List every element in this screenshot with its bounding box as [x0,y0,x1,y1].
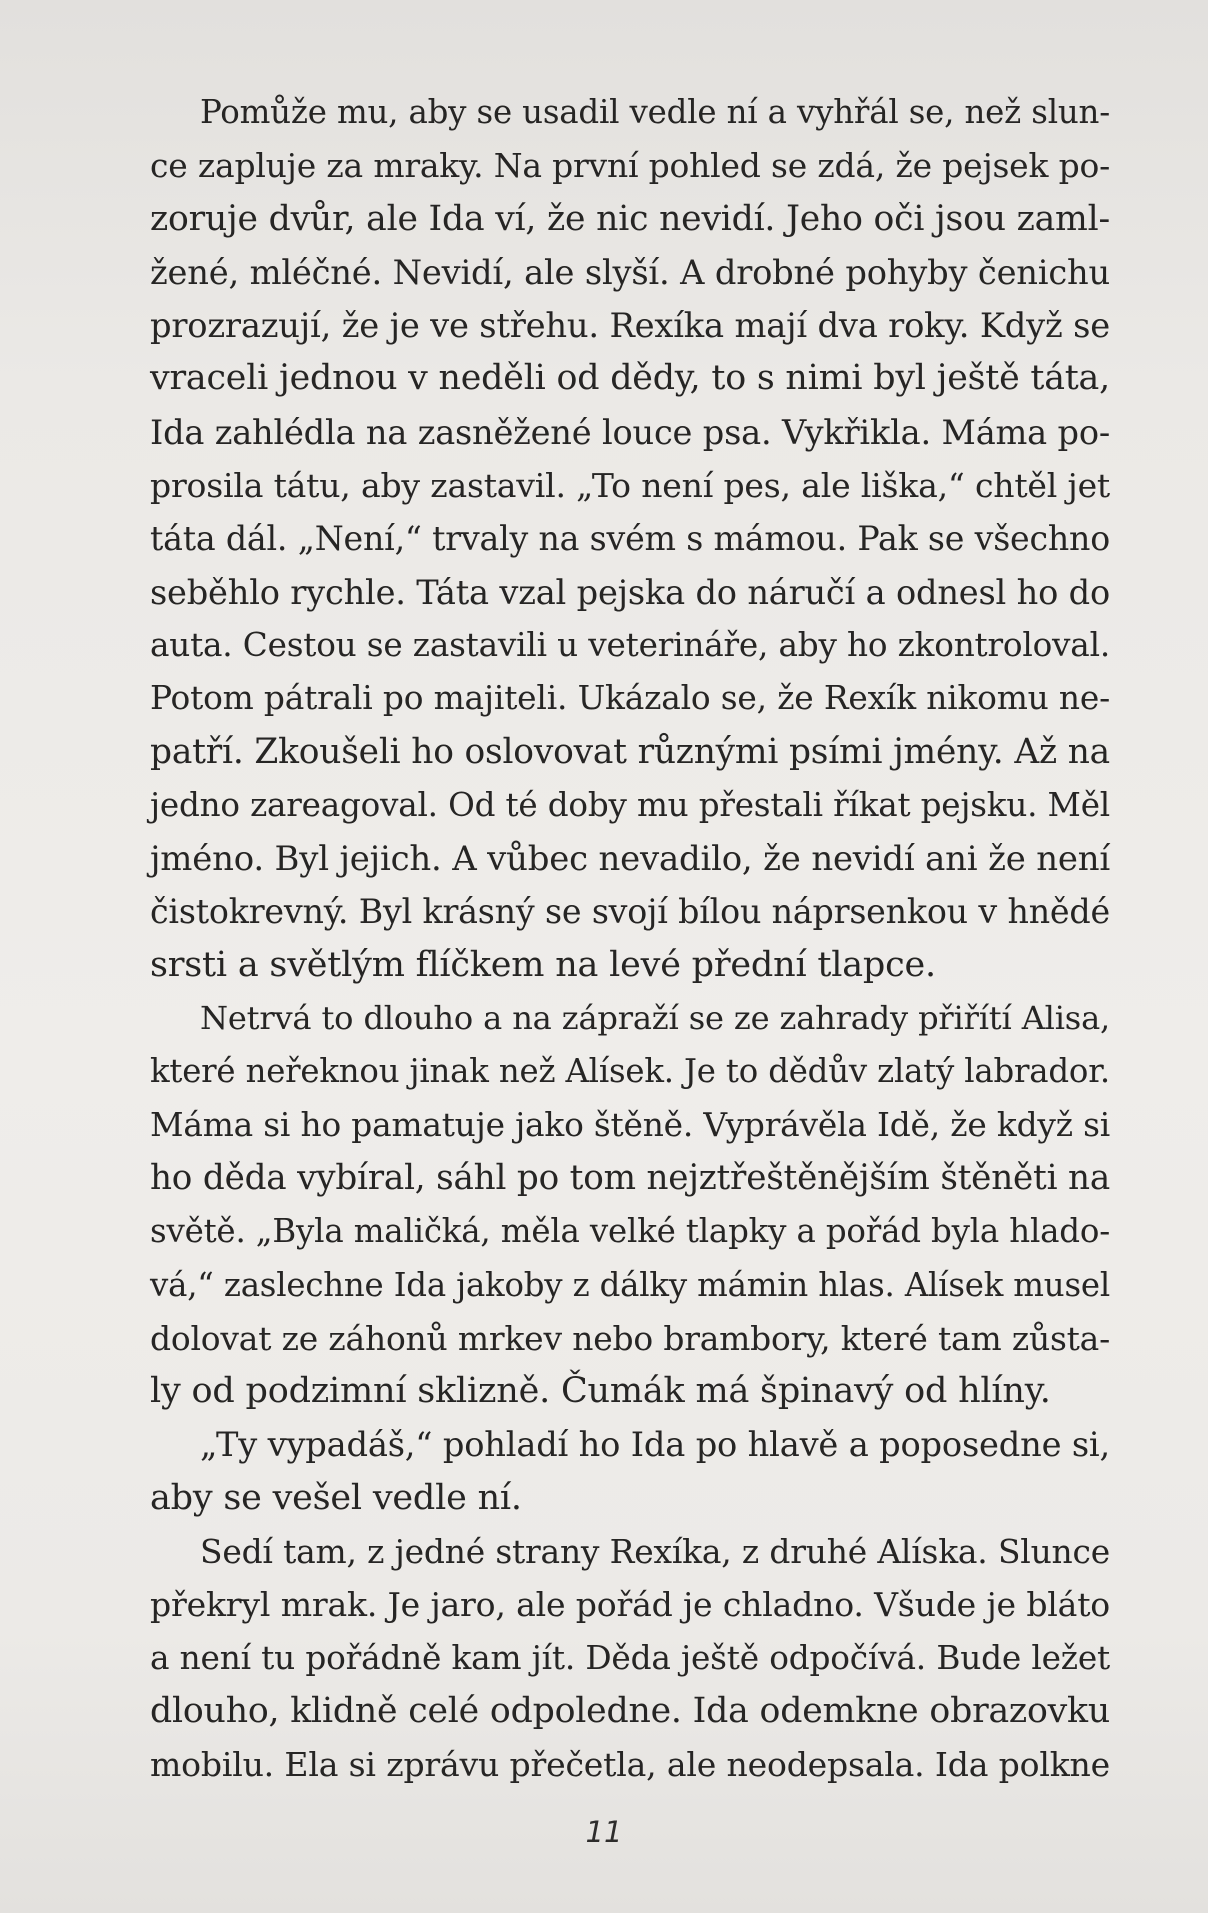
text-line: žené, mléčné. Nevidí, ale slyší. A drobné pohyby čenichu [150,252,1110,292]
text-line: které neřeknou jinak než Alísek. Je to dědův zlatý labrador. [150,1052,1110,1091]
body-text [150,86,1110,1792]
text-line: mobilu. Ela si zprávu přečetla, ale neodepsala. Ida polkne [150,1745,1110,1785]
text-line: auta. Cestou se zastavili u veterináře, aby ho zkontroloval. [150,625,1110,664]
text-line: vá,“ zaslechne Ida jakoby z dálky mámin hlas. Alísek musel [150,1265,1110,1304]
page-number: 11 [585,1815,623,1849]
text-line: Ida zahlédla na zasněžené louce psa. Vykřikla. Máma po- [150,412,1110,452]
text-line: světě. „Byla maličká, měla velké tlapky a pořád byla hlado- [150,1212,1110,1251]
text-line: Potom pátrali po majiteli. Ukázalo se, že Rexík nikomu ne- [150,679,1110,718]
text-line: seběhlo rychle. Táta vzal pejska do náručí a odnesl ho do [150,572,1110,612]
text-line: prozrazují, že je ve střehu. Rexíka mají dva roky. Když se [150,306,1110,346]
text-line: čistokrevný. Byl krásný se svojí bílou náprsenkou v hnědé [150,892,1110,932]
text-line: Sedí tam, z jedné strany Rexíka, z druhé Alíska. Slunce [200,1532,1110,1572]
text-line: Netrvá to dlouho a na zápraží se ze zahrady přiřítí Alisa, [200,999,1110,1038]
text-line: táta dál. „Není,“ trvaly na svém s mámou. Pak se všechno [150,519,1110,559]
text-line: zoruje dvůr, ale Ida ví, že nic nevidí. Jeho oči jsou zaml- [150,198,1110,239]
text-line: patří. Zkoušeli ho oslovovat různými psími jmény. Až na [150,731,1110,772]
text-line: jméno. Byl jejich. A vůbec nevadilo, že nevidí ani že není [150,839,1110,879]
text-line: dlouho, klidně celé odpoledne. Ida odemkne obrazovku [150,1690,1110,1731]
text-line: Pomůže mu, aby se usadil vedle ní a vyhřál se, než slun- [200,93,1110,131]
text-line: prosila tátu, aby zastavil. „To není pes, ale liška,“ chtěl jet [150,466,1110,506]
text-line: Máma si ho pamatuje jako štěně. Vyprávěla Idě, že když si [150,1105,1110,1144]
text-line: ho děda vybíral, sáhl po tom nejztřeštěnějším štěněti na [150,1157,1110,1198]
text-line: „Ty vypadáš,“ pohladí ho Ida po hlavě a poposedne si, [200,1425,1110,1465]
text-line: srsti a světlým flíčkem na levé přední tlapce. [150,944,936,985]
text-line: aby se vešel vedle ní. [150,1477,522,1518]
text-line: dolovat ze záhonů mrkev nebo brambory, které tam zůsta- [150,1318,1110,1358]
text-line: ce zapluje za mraky. Na první pohled se zdá, že pejsek po- [150,146,1110,186]
text-line: a není tu pořádně kam jít. Děda ještě odpočívá. Bude ležet [150,1638,1110,1677]
text-line: ly od podzimní sklizně. Čumák má špinavý od hlíny. [150,1371,1051,1412]
text-line: vraceli jednou v neděli od dědy, to s nimi byl ještě táta, [150,358,1110,399]
text-line: jedno zareagoval. Od té doby mu přestali říkat pejsku. Měl [150,785,1110,824]
text-line: překryl mrak. Je jaro, ale pořád je chladno. Všude je bláto [150,1585,1110,1625]
